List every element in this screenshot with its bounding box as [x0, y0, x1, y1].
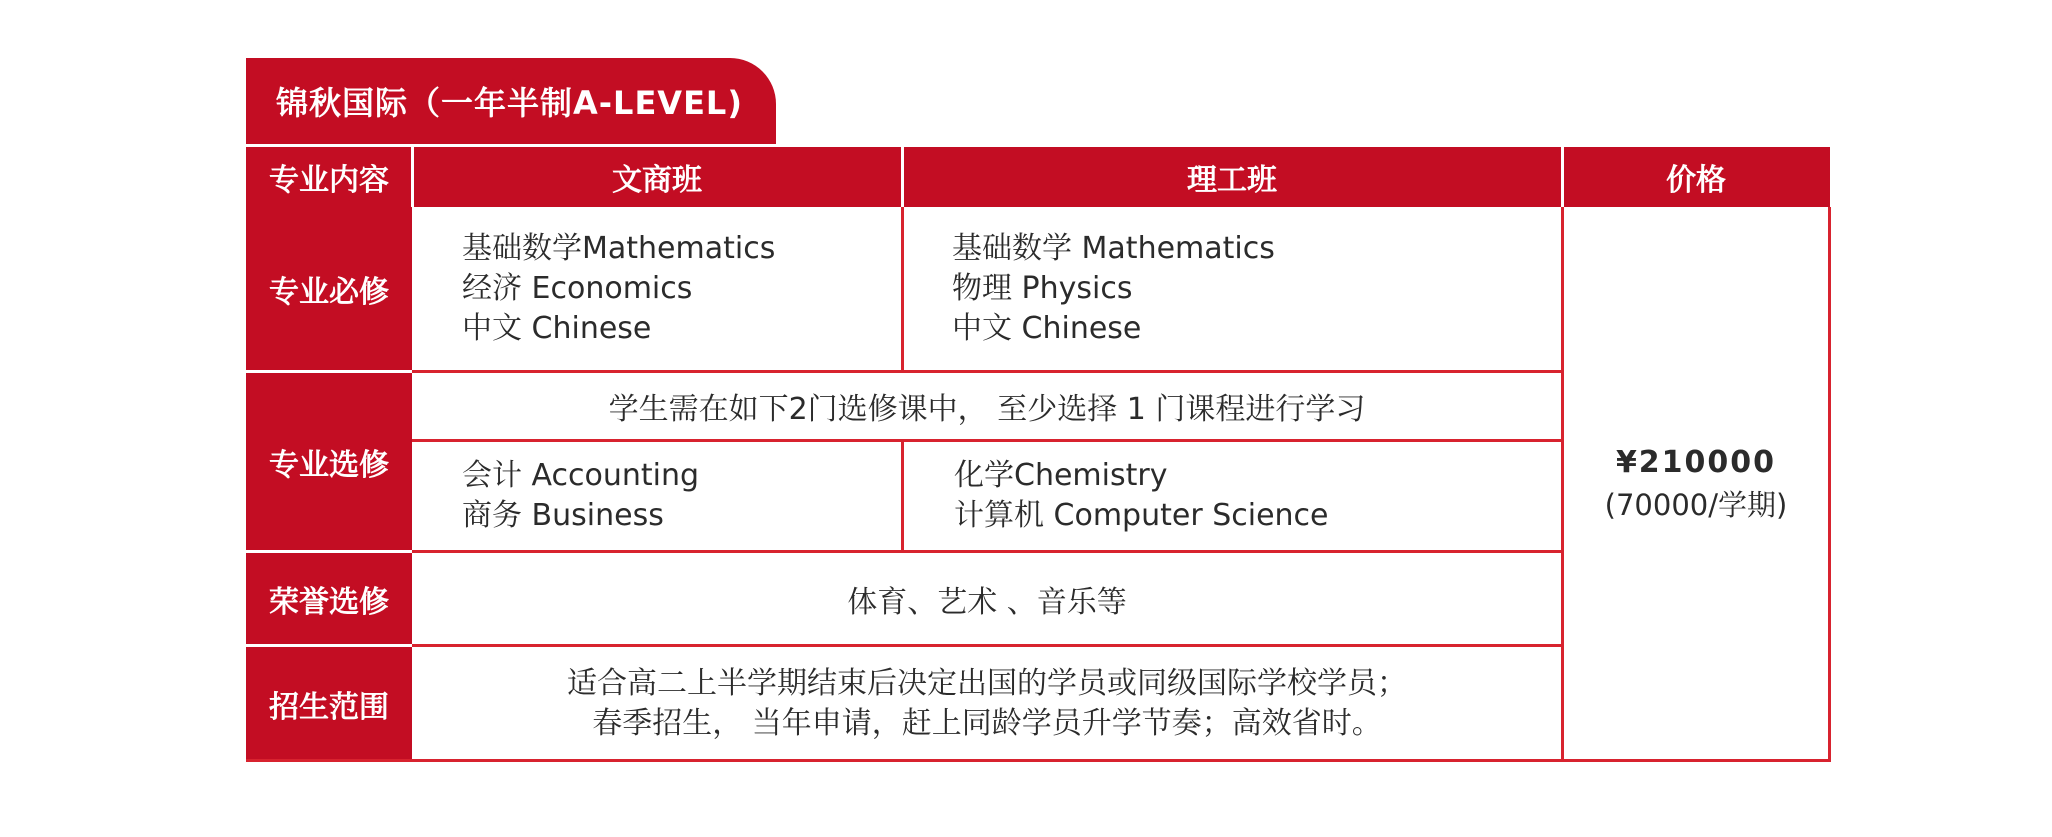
course-item: 商务 Business [462, 498, 664, 533]
label-enroll: 招生范围 [246, 647, 412, 760]
price-total: ¥210000 [1615, 444, 1777, 480]
section-title: 锦秋国际（一年半制A-LEVEL) [246, 58, 776, 144]
divider [1561, 207, 1564, 760]
divider [412, 550, 1562, 553]
divider [412, 370, 1562, 373]
divider [1828, 207, 1831, 762]
label-honor: 荣誉选修 [246, 553, 412, 644]
enroll-line: 春季招生， 当年申请，赶上同龄学员升学节奏；高效省时。 [592, 705, 1382, 741]
divider [412, 439, 1562, 442]
course-item: 物理 Physics [952, 270, 1133, 306]
course-item: 经济 Economics [462, 270, 693, 306]
header-liberal-class: 文商班 [412, 147, 902, 207]
elective-note: 学生需在如下2门选修课中， 至少选择 1 门课程进行学习 [412, 373, 1562, 439]
enroll-line: 适合高二上半学期结束后决定出国的学员或同级国际学校学员； [567, 665, 1407, 701]
course-item: 会计 Accounting [462, 458, 700, 493]
elective-liberal-courses [412, 442, 902, 550]
divider [901, 442, 904, 550]
divider [412, 644, 1562, 647]
course-item: 计算机 Computer Science [954, 498, 1329, 533]
course-item: 中文 Chinese [462, 310, 652, 346]
course-item: 基础数学 Mathematics [952, 230, 1275, 266]
label-elective: 专业选修 [246, 373, 412, 550]
header-science-class: 理工班 [902, 147, 1562, 207]
header-content: 专业内容 [246, 147, 412, 207]
required-liberal-courses [412, 207, 902, 370]
elective-science-courses [902, 442, 1562, 550]
course-item: 化学Chemistry [954, 458, 1168, 493]
enroll-scope [412, 647, 1562, 760]
honor-electives: 体育、艺术 、音乐等 [412, 553, 1562, 644]
price-per-term: (70000/学期) [1604, 487, 1788, 522]
divider [246, 759, 1831, 762]
course-item: 基础数学Mathematics [462, 230, 776, 266]
header-price: 价格 [1562, 147, 1830, 207]
price-cell [1562, 207, 1830, 760]
label-required: 专业必修 [246, 207, 412, 370]
required-science-courses [902, 207, 1562, 370]
course-item: 中文 Chinese [952, 310, 1142, 346]
divider [901, 207, 904, 370]
